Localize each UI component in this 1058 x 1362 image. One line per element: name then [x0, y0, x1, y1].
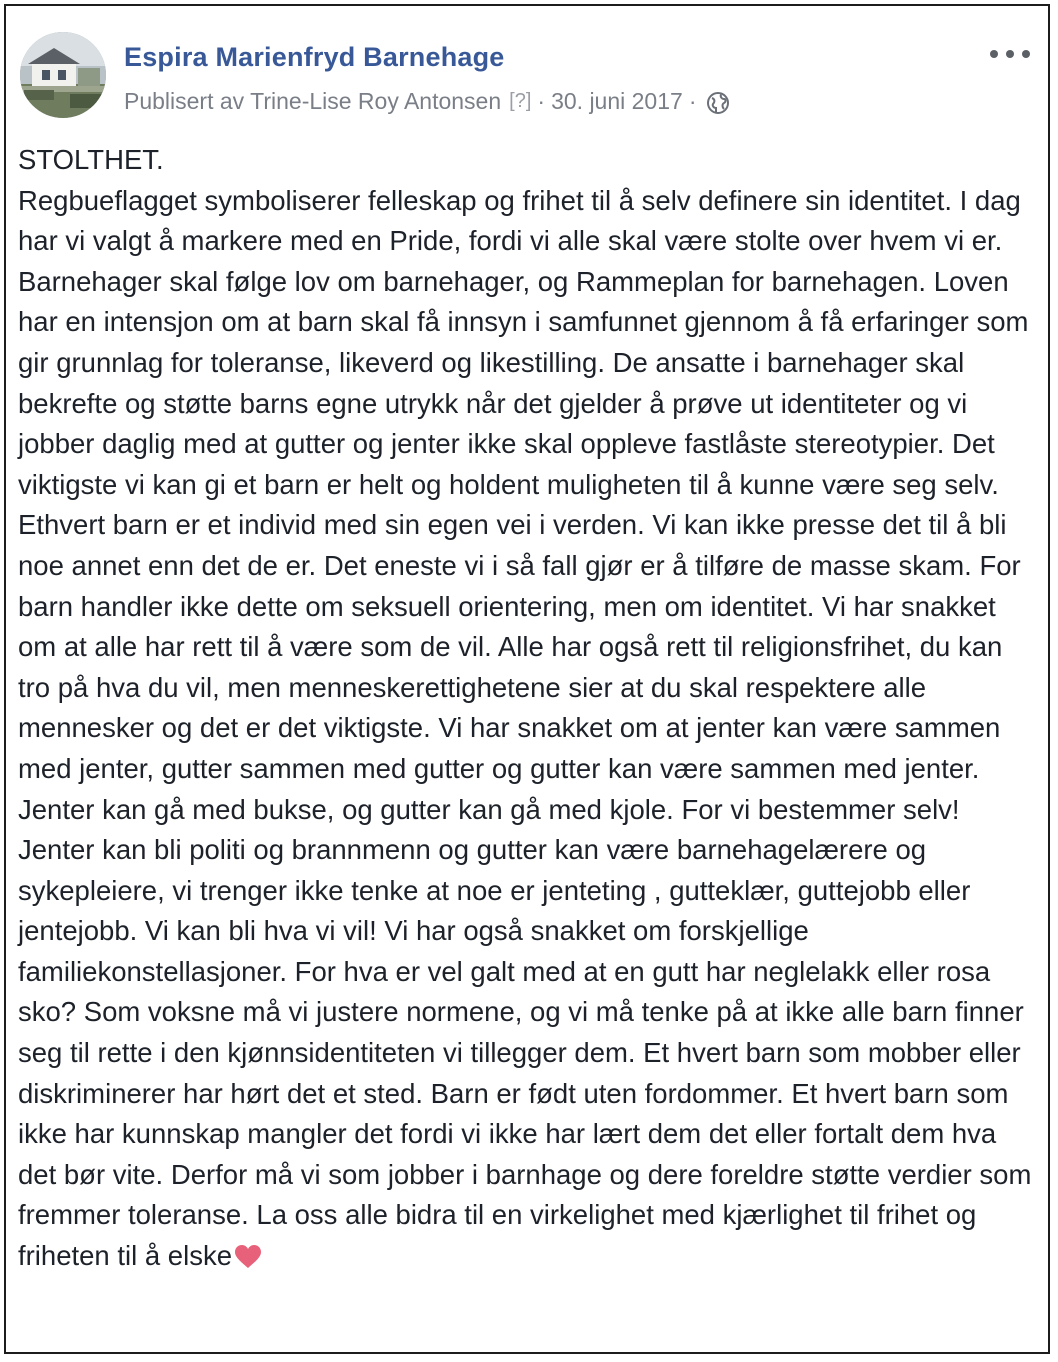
post-header — [6, 6, 1048, 136]
meta-separator: · — [688, 88, 697, 114]
post-date-link[interactable]: 30. juni 2017 — [551, 88, 683, 114]
meta-separator: · — [537, 88, 546, 114]
post-meta — [124, 88, 730, 115]
page-avatar[interactable] — [20, 32, 106, 118]
post-body-content: Regbueflagget symboliserer felleskap og frihet til å selv definere sin identitet. I dag har vi valgt å markere med en Pride, fordi vi alle skal være stolte over hvem vi er. Barnehager skal følge lov om barnehager, og Rammeplan for barnehagen. Loven har en intensjon om at barn skal få innsyn i samfunnet gjennom å få erfaringer som gir grunnlag for toleranse, likeverd og likestilling. De ansatte i barnehager skal bekrefte og støtte barns egne utrykk når det gjelder å prøve ut identiteter og vi jobber daglig med at gutter og jenter ikke skal oppleve fastlåste stereotypier. Det viktigste vi kan gi et barn er helt og holdent muligheten til å kunne være seg selv. Ethvert barn er et individ med sin egen vei i verden. Vi kan ikke presse det til å bli noe annet enn det de er. Det eneste vi i så fall gjør er å tilføre de masse skam. For barn handler ikke dette om seksuell orientering, men om identitet. Vi har snakket om at alle har rett til å være som de vil. Alle har også rett til religionsfrihet, du kan tro på hva du vil, men menneskerettighetene sier at du skal respektere alle mennesker og det er det viktigste. Vi har snakket om at jenter kan være sammen med jenter, gutter sammen med gutter og gutter kan være sammen med jenter. Jenter kan gå med bukse, og gutter kan gå med kjole. For vi bestemmer selv! Jenter kan bli politi og brannmenn og gutter kan være barnehagelærere og sykepleiere, vi trenger ikke tenke at noe er jenteting , gutteklær, guttejobb eller jentejobb. Vi kan bli hva vi vil! Vi har også snakket om forskjellige familiekonstellasjoner. For hva er vel galt med at en gutt har neglelakk eller rosa sko? Som voksne må vi justere normene, og vi må tenke på at ikke alle barn finner seg til rette i den kjønnsidentiteten vi tillegger dem. Et hvert barn som mobber eller diskriminerer har hørt det et sted. Barn er født uten fordommer. Et hvert barn som ikke har kunnskap mangler det fordi vi ikke har lært dem det eller fortalt dem hva det bør vite. Derfor må vi som jobber i barnhage og dere foreldre støtte verdier som fremmer toleranse. La oss alle bidra til en virkelighet med kjærlighet til frihet og friheten til å elske — [18, 184, 1032, 1272]
help-marker[interactable]: [?] — [509, 90, 532, 112]
heart-icon — [234, 1241, 262, 1267]
post-title: STOLTHET. — [18, 144, 164, 175]
post-text — [18, 140, 1040, 1277]
post-body-text — [18, 181, 1040, 1277]
kindergarten-photo-icon — [20, 32, 106, 118]
globe-icon[interactable] — [706, 91, 730, 115]
published-by-text: Publisert av Trine-Lise Roy Antonsen — [124, 88, 502, 114]
facebook-post — [4, 4, 1050, 1354]
page-name-link[interactable]: Espira Marienfryd Barnehage — [124, 42, 505, 72]
more-options-icon[interactable] — [990, 44, 1030, 64]
